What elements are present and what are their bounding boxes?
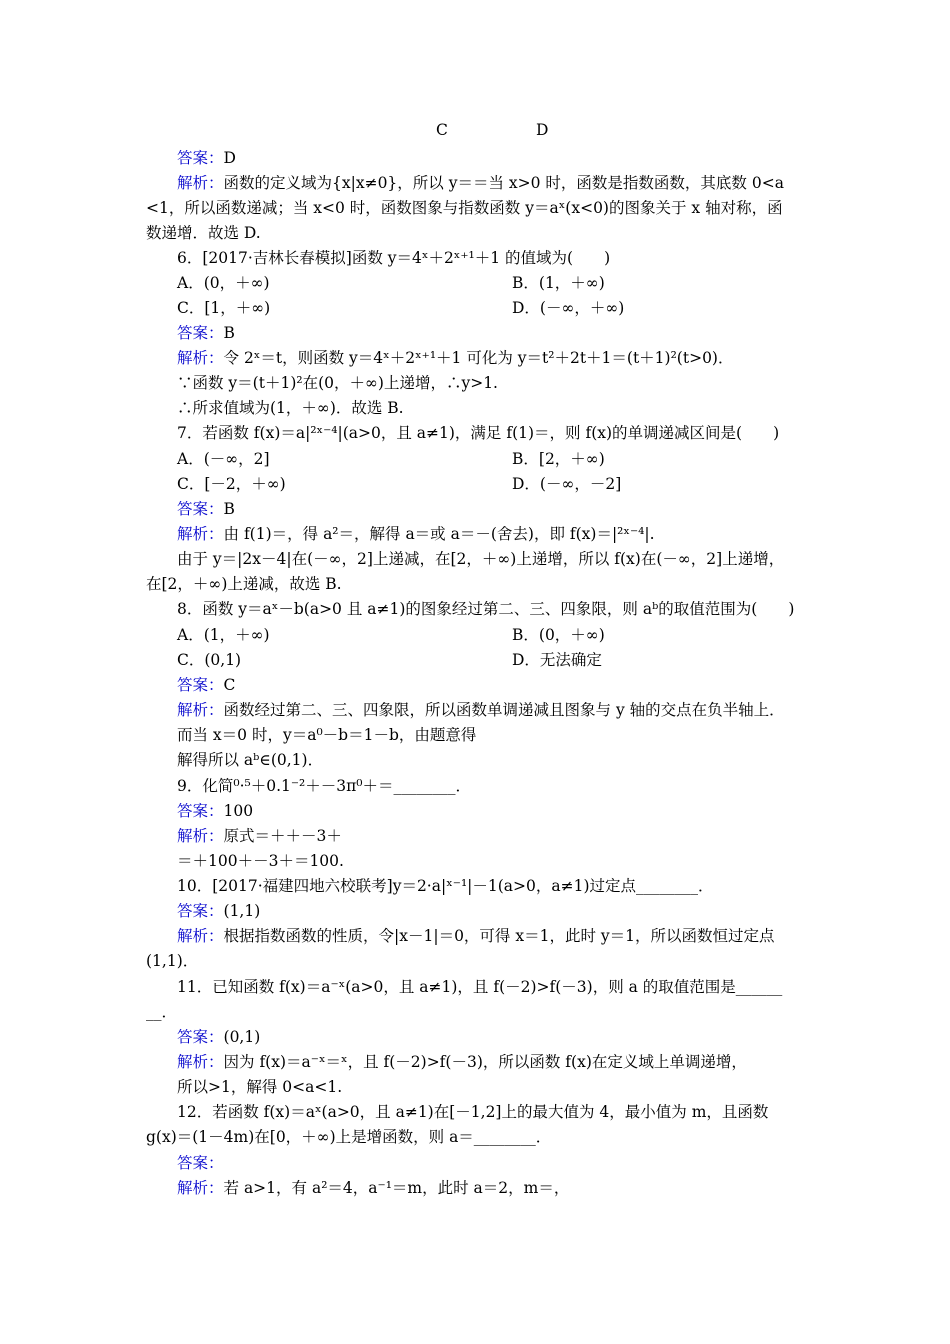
analysis-text: 因为 f(x)＝a⁻ˣ＝ˣ，且 f(－2)>f(－3)，所以函数 f(x)在定义域上单调递增， [223, 1053, 747, 1071]
answer-label: 答案： [177, 500, 224, 518]
answer-line [177, 322, 235, 344]
answer-label: 答案： [177, 802, 224, 820]
analysis-line [177, 699, 785, 721]
analysis-line [177, 925, 775, 947]
analysis-text: 数递增．故选 D. [146, 224, 261, 242]
analysis-text: 令 2ˣ＝t，则函数 y＝4ˣ＋2ˣ⁺¹＋1 可化为 y＝t²＋2t＋1＝(t＋1)²(t>0)． [223, 349, 734, 367]
analysis-text: 解得所以 aᵇ∈(0,1)． [177, 751, 324, 769]
option-d: D．无法确定 [512, 651, 602, 669]
answer-value: (1,1) [223, 902, 261, 920]
answer-value: B [223, 324, 235, 342]
option-d: D．(－∞，＋∞) [512, 299, 625, 317]
analysis-text: 根据指数函数的性质，令|x－1|＝0，可得 x＝1，此时 y＝1，所以函数恒过定点 [223, 927, 775, 945]
question-stem: 7．若函数 f(x)＝a|²ˣ⁻⁴|(a>0，且 a≠1)，满足 f(1)＝，则 f(x)的单调递减区间是( ) [177, 424, 780, 442]
analysis-line [177, 1051, 747, 1073]
answer-line [177, 498, 235, 520]
answer-line [177, 800, 253, 822]
answer-value: D [223, 149, 236, 167]
analysis-text: ＝＋100＋－3＋＝100. [177, 852, 344, 870]
analysis-text: ∵函数 y＝(t＋1)²在(0，＋∞)上递增，∴y>1. [177, 374, 498, 392]
analysis-label: 解析： [177, 349, 224, 367]
analysis-line [177, 825, 342, 847]
analysis-line [177, 523, 655, 545]
analysis-text: 原式＝＋＋－3＋ [223, 827, 342, 845]
question-stem: 8．函数 y＝aˣ－b(a>0 且 a≠1)的图象经过第二、三、四象限，则 aᵇ的取值范围为( ) [177, 600, 795, 618]
analysis-label: 解析： [177, 174, 224, 192]
option-c: C．[－2，＋∞) [177, 475, 286, 493]
answer-label: 答案： [177, 149, 224, 167]
answer-value: (0,1) [223, 1028, 261, 1046]
analysis-text: 而当 x＝0 时，y＝a⁰－b＝1－b，由题意得 [177, 726, 477, 744]
answer-line [177, 147, 236, 169]
answer-label: 答案： [177, 324, 224, 342]
option-b: B．[2，＋∞) [512, 450, 605, 468]
analysis-text: ∴所求值域为(1，＋∞)．故选 B. [177, 399, 404, 417]
option-a: A．(0，＋∞) [177, 274, 270, 292]
option-d: D．(－∞，－2] [512, 475, 622, 493]
analysis-text: 函数的定义域为{x|x≠0}，所以 y＝＝当 x>0 时，函数是指数函数，其底数 0<a [223, 174, 784, 192]
question-stem: g(x)＝(1－4m)在[0，＋∞)上是增函数，则 a＝________． [146, 1128, 552, 1146]
answer-line [177, 674, 235, 696]
analysis-line [177, 347, 733, 369]
answer-label: 答案： [177, 1028, 224, 1046]
analysis-text: 所以>1，解得 0<a<1. [177, 1078, 343, 1096]
analysis-label: 解析： [177, 827, 224, 845]
analysis-text: 在[2，＋∞)上递减，故选 B. [146, 575, 342, 593]
answer-label: 答案： [177, 676, 224, 694]
option-a: A．(－∞，2] [177, 450, 270, 468]
answer-line [177, 900, 260, 922]
answer-line [177, 1152, 224, 1174]
question-stem: __． [146, 1003, 178, 1021]
analysis-text: (1,1)． [146, 952, 199, 970]
question-stem: 11．已知函数 f(x)＝a⁻ˣ(a>0，且 a≠1)，且 f(－2)>f(－3)，则 a 的取值范围是______ [177, 978, 783, 996]
analysis-label: 解析： [177, 927, 224, 945]
question-stem: 9．化简⁰·⁵＋0.1⁻²＋－3π⁰＋＝________． [177, 777, 472, 795]
option-b: B．(0，＋∞) [512, 626, 605, 644]
analysis-text: 函数经过第二、三、四象限，所以函数单调递减且图象与 y 轴的交点在负半轴上． [223, 701, 785, 719]
analysis-text: <1，所以函数递减；当 x<0 时，函数图象与指数函数 y＝aˣ(x<0)的图象关于 x 轴对称，函 [146, 199, 783, 217]
figure-label-d: D [536, 121, 549, 139]
question-stem: 10．[2017·福建四地六校联考]y＝2·a|ˣ⁻¹|－1(a>0，a≠1)过定点________． [177, 877, 714, 895]
question-stem: 12．若函数 f(x)＝aˣ(a>0，且 a≠1)在[－1,2]上的最大值为 4，最小值为 m，且函数 [177, 1103, 769, 1121]
answer-value: 100 [223, 802, 254, 820]
answer-line [177, 1026, 260, 1048]
option-c: C．[1，＋∞) [177, 299, 271, 317]
answer-value: B [223, 500, 235, 518]
analysis-label: 解析： [177, 1179, 224, 1197]
option-b: B．(1，＋∞) [512, 274, 605, 292]
analysis-text: 若 a>1，有 a²＝4，a⁻¹＝m，此时 a＝2，m＝， [223, 1179, 570, 1197]
analysis-label: 解析： [177, 1053, 224, 1071]
answer-value: C [223, 676, 236, 694]
figure-label-c: C [436, 121, 448, 139]
question-stem: 6．[2017·吉林长春模拟]函数 y＝4ˣ＋2ˣ⁺¹＋1 的值域为( ) [177, 249, 611, 267]
analysis-label: 解析： [177, 701, 224, 719]
analysis-line [177, 172, 784, 194]
answer-label: 答案： [177, 1154, 224, 1172]
analysis-line [177, 1177, 569, 1199]
analysis-text: 由于 y＝|2x－4|在(－∞，2]上递减，在[2，＋∞)上递增，所以 f(x)在(－∞，2]上递增， [177, 550, 785, 568]
option-a: A．(1，＋∞) [177, 626, 270, 644]
option-c: C．(0,1) [177, 651, 242, 669]
analysis-text: 由 f(1)＝，得 a²＝，解得 a＝或 a＝－(舍去)，即 f(x)＝|²ˣ⁻⁴|. [223, 525, 655, 543]
answer-label: 答案： [177, 902, 224, 920]
analysis-label: 解析： [177, 525, 224, 543]
